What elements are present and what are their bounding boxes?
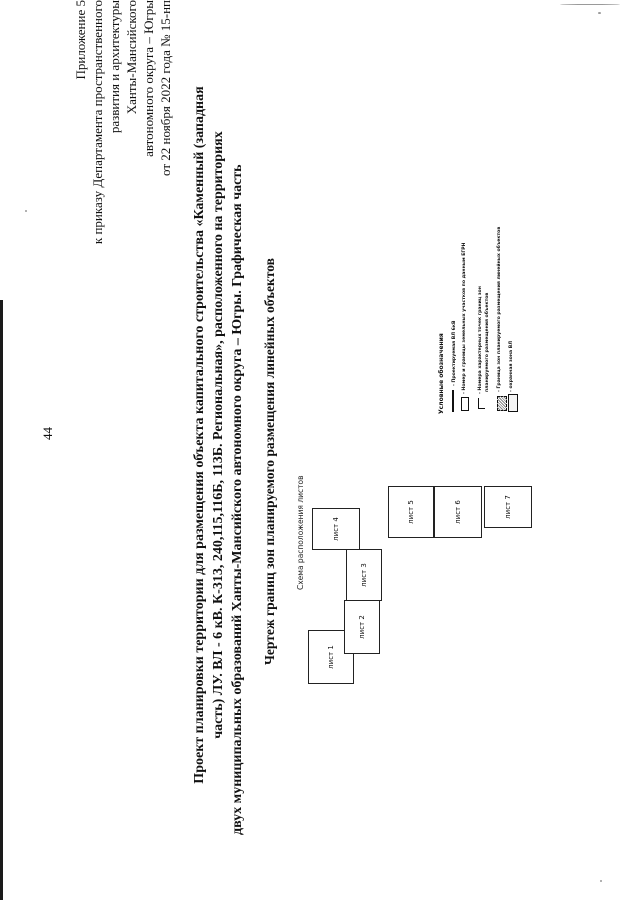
sheet-label: лист 2 (358, 615, 366, 639)
legend-item: - охранная зона ВЛ (509, 340, 514, 392)
appendix-line: Приложение 5 (73, 0, 88, 80)
legend-item: - Номер и границы земельных участков по данным ЕГРН (462, 242, 467, 394)
sheet-box-7 (484, 486, 532, 528)
legend-item: - Проектируемая ВЛ 6кВ (452, 320, 457, 386)
sheet-box-2 (344, 600, 380, 654)
title-line: Проект планировки территории для размещения объекта капитального строительства «Каменный (западная (192, 86, 207, 784)
scan-speck (560, 4, 620, 5)
sheet-box-3 (346, 549, 382, 601)
appendix-line: автономного округа – Югры (141, 0, 156, 157)
sheet-box-6 (434, 486, 482, 538)
appendix-line: Ханты-Мансийского (124, 0, 139, 115)
sheet-label: лист 1 (327, 645, 335, 669)
legend-item: планируемого размещения объектов (485, 292, 490, 392)
zone-boundary-symbol (497, 396, 507, 411)
sheet-box-4 (312, 508, 360, 550)
sheet-label: лист 6 (454, 500, 462, 524)
legend-item: - Граница зон планируемого размещения линейных объектов (497, 226, 502, 392)
title-line: двух муниципальных образований Ханты-Мансийского автономного округа – Югры. Графическая часть (230, 164, 245, 835)
appendix-line: развития и архитектуры (107, 0, 122, 134)
legend-title: Условные обозначения (438, 333, 445, 414)
line-symbol (452, 390, 454, 412)
appendix-line: от 22 ноября 2022 года № 15-нп (158, 0, 173, 176)
page-number: 44 (40, 427, 55, 440)
legend-item: - Номера характерных точек границ зон (478, 286, 483, 394)
scan-speck (600, 880, 602, 882)
sheet-label: лист 3 (360, 563, 368, 587)
document-title (190, 35, 247, 835)
appendix-line: к приказу Департамента пространственного (90, 0, 105, 245)
sheet-label: лист 5 (407, 500, 415, 524)
scheme-caption: Схема расположения листов (296, 475, 305, 590)
appendix-block (72, 0, 174, 318)
protection-zone-symbol (508, 394, 518, 412)
scan-left-edge (0, 300, 3, 900)
scan-speck (25, 210, 27, 212)
sheet-label: лист 7 (504, 495, 512, 519)
sheet-label: лист 4 (332, 517, 340, 541)
parcel-symbol (461, 397, 469, 411)
title-line: часть) ЛУ. ВЛ - 6 кВ. К-313, 240,115,116Б, 113Б. Региональная», расположенного на территориях (211, 131, 226, 739)
drawing-title: Чертеж границ зон планируемого размещения линейных объектов (262, 258, 277, 665)
sheet-box-5 (388, 486, 434, 538)
scan-speck (598, 12, 601, 14)
point-symbol (478, 398, 485, 409)
